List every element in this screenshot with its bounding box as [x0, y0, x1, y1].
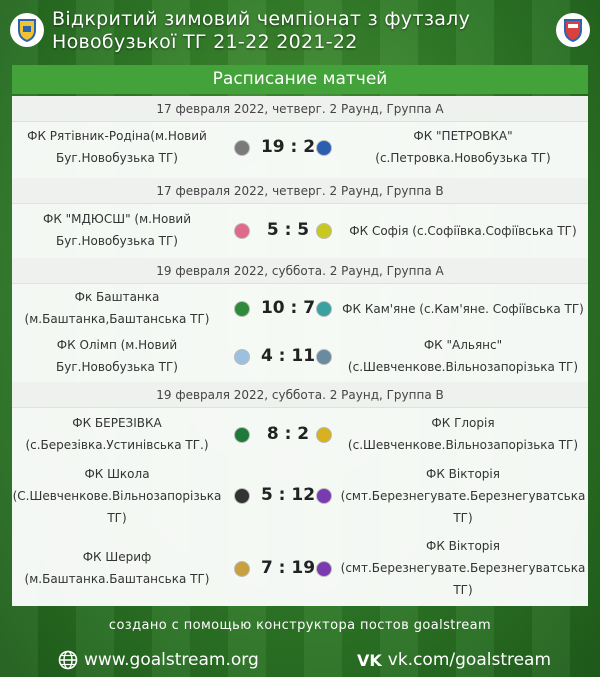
globe-icon: [58, 650, 78, 670]
away-team-name: ФК Вікторія: [426, 539, 500, 553]
round-header: 17 февраля 2022, четверг. 2 Раунд, Группа A: [12, 96, 588, 122]
match-row: [12, 122, 588, 175]
home-team-location: (С.Шевченкове.Вільнозапорізька: [12, 489, 222, 503]
away-team-badge-icon: [316, 223, 332, 239]
away-team-badge-icon: [316, 349, 332, 365]
away-team-badge-icon: [316, 140, 332, 156]
home-team: [12, 546, 222, 590]
home-team-name: ФК БЕРЕЗІВКА: [72, 416, 162, 430]
home-team-name: ФК Рятівник-Родіна(м.Новий: [27, 129, 207, 143]
website-url: www.goalstream.org: [84, 650, 259, 670]
home-team: [12, 286, 222, 330]
home-team-name: Фк Баштанка: [74, 290, 160, 304]
match-score: 10 : 7: [260, 298, 316, 318]
vk-icon: VK: [357, 650, 382, 670]
away-team-badge-icon: [316, 561, 332, 577]
home-team-badge-icon: [234, 140, 250, 156]
away-team-name: ФК Софія (с.Софіївка.Софіївська ТГ): [349, 224, 577, 238]
match-row: [12, 462, 588, 532]
home-team-location-cont: ТГ): [107, 511, 127, 525]
home-team-name: ФК Шериф: [82, 550, 152, 564]
home-team-location: (с.Березівка.Устинівська ТГ.): [25, 438, 209, 452]
home-team-badge-icon: [234, 488, 250, 504]
league-logo-icon: [10, 13, 44, 47]
away-team-location: (смт.Березнегувате.Березнегуватська: [340, 489, 586, 503]
footer-note: создано с помощью конструктора постов goalstream: [108, 618, 492, 633]
vk-url: vk.com/goalstream: [387, 650, 552, 670]
match-row: [12, 204, 588, 258]
home-team-name: ФК "МДЮСШ" (м.Новий: [43, 212, 191, 226]
away-team-name: ФК "ПЕТРОВКА": [413, 129, 513, 143]
away-team: [338, 412, 588, 456]
home-team-location: Буг.Новобузька ТГ): [56, 151, 178, 165]
match-score: 19 : 2: [260, 137, 316, 157]
away-team-location: (с.Шевченкове.Вільнозапорізька ТГ): [347, 360, 579, 374]
home-team: [12, 125, 222, 169]
home-team-location: Буг.Новобузька ТГ): [56, 234, 178, 248]
header: [0, 0, 600, 62]
page-title: [52, 8, 470, 54]
round-header: 17 февраля 2022, четверг. 2 Раунд, Группа B: [12, 178, 588, 204]
away-team-badge-icon: [316, 301, 332, 317]
home-team-location: (м.Баштанка,Баштанська ТГ): [24, 312, 210, 326]
home-team-badge-icon: [234, 427, 250, 443]
match-row: [12, 408, 588, 462]
away-team-location: (смт.Березнегувате.Березнегуватська: [340, 561, 586, 575]
home-team-name: ФК Школа: [84, 467, 150, 481]
away-team: [338, 535, 588, 601]
match-score: 5 : 12: [260, 485, 316, 505]
match-row: [12, 534, 588, 604]
home-team: [12, 208, 222, 252]
away-team-name: ФК "Альянс": [423, 338, 503, 352]
home-team-badge-icon: [234, 349, 250, 365]
vk-link[interactable]: [357, 650, 551, 670]
home-team-location: (м.Баштанка.Баштанська ТГ): [24, 572, 210, 586]
city-crest-icon: [556, 13, 590, 47]
away-team: [338, 298, 588, 320]
away-team: [338, 334, 588, 378]
match-score: 7 : 19: [260, 558, 316, 578]
home-team: [12, 334, 222, 378]
home-team-location: Буг.Новобузька ТГ): [56, 360, 178, 374]
away-team-name: ФК Глорія: [431, 416, 495, 430]
home-team: [12, 463, 222, 529]
away-team: [338, 220, 588, 242]
away-team-badge-icon: [316, 427, 332, 443]
match-score: 8 : 2: [266, 424, 310, 444]
round-header: 19 февраля 2022, суббота. 2 Раунд, Группа B: [12, 382, 588, 408]
title-line-2: Новобузької ТГ 21-22 2021-22: [52, 31, 358, 53]
match-row: [12, 334, 588, 382]
away-team-location-cont: ТГ): [453, 583, 473, 597]
title-line-1: Відкритий зимовий чемпіонат з футзалу: [52, 8, 471, 30]
round-header: 19 февраля 2022, суббота. 2 Раунд, Группа A: [12, 258, 588, 284]
away-team-name: ФК Кам'яне (с.Кам'яне. Софіївська ТГ): [342, 302, 584, 316]
home-team: [12, 412, 222, 456]
home-team-name: ФК Олімп (м.Новий: [56, 338, 178, 352]
away-team-location: (с.Петровка.Новобузька ТГ): [375, 151, 551, 165]
match-score: 4 : 11: [260, 346, 316, 366]
match-row: [12, 284, 588, 334]
schedule-table: [12, 96, 588, 606]
away-team-name: ФК Вікторія: [426, 467, 500, 481]
home-team-badge-icon: [234, 561, 250, 577]
away-team-location-cont: ТГ): [453, 511, 473, 525]
away-team: [338, 125, 588, 169]
away-team-badge-icon: [316, 488, 332, 504]
away-team-location: (с.Шевченкове.Вільнозапорізька ТГ): [347, 438, 579, 452]
away-team: [338, 463, 588, 529]
website-link[interactable]: [58, 650, 259, 670]
home-team-badge-icon: [234, 301, 250, 317]
schedule-banner: Расписание матчей: [12, 65, 588, 94]
home-team-badge-icon: [234, 223, 250, 239]
match-score: 5 : 5: [266, 220, 310, 240]
